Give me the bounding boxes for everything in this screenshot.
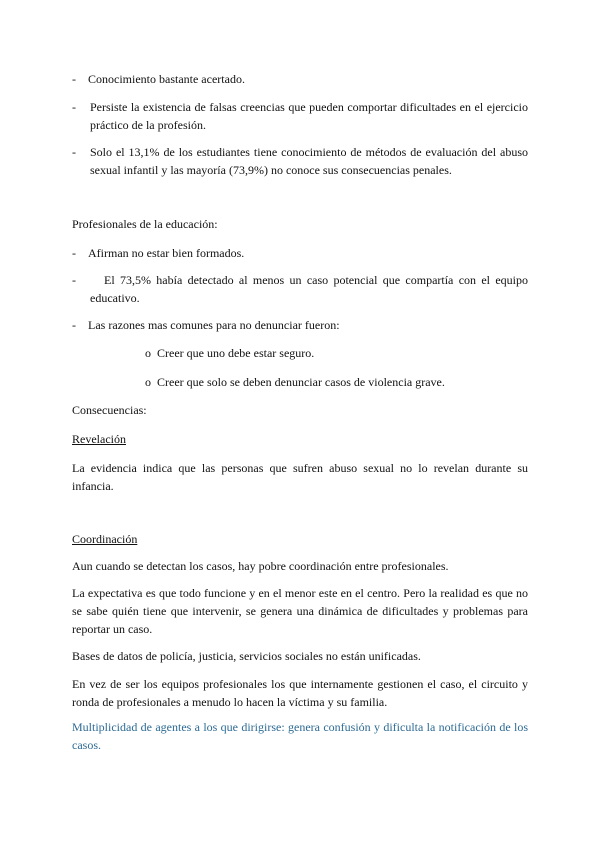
paragraph: Aun cuando se detectan los casos, hay pobre coordinación entre profesionales. [72, 559, 449, 573]
bullet-dash: - [72, 72, 76, 86]
paragraph: Bases de datos de policía, justicia, servicios sociales no están unificadas. [72, 649, 421, 663]
sub-list-item: Creer que solo se deben denunciar casos de violencia grave. [157, 375, 445, 389]
bullet-circle: o [145, 346, 151, 360]
subsection-title-revelation: Revelación [72, 432, 126, 446]
list-item: El 73,5% había detectado al menos un caso potencial que compartía con el equipo educativo. [90, 273, 528, 305]
list-item: Persiste la existencia de falsas creencias que pueden comportar dificultades en el ejercicio práctico de la profesión. [90, 100, 528, 132]
paragraph: En vez de ser los equipos profesionales los que internamente gestionen el caso, el circuito y ronda de profesionales a menudo lo hacen la víctima y su familia. [72, 677, 528, 709]
paragraph: La evidencia indica que las personas que sufren abuso sexual no lo revelan durante su infancia. [72, 461, 528, 493]
highlight-paragraph: Multiplicidad de agentes a los que dirigirse: genera confusión y dificulta la notificación de los casos. [72, 720, 528, 752]
bullet-circle: o [145, 375, 151, 389]
list-item: Conocimiento bastante acertado. [88, 72, 245, 86]
bullet-dash: - [72, 100, 76, 114]
list-item: Afirman no estar bien formados. [88, 246, 245, 260]
section-heading: Consecuencias: [72, 403, 147, 417]
paragraph: La expectativa es que todo funcione y en el menor este en el centro. Pero la realidad es que no se sabe quién tiene que intervenir, se genera una dinámica de dificultades y problemas para reportar un caso. [72, 586, 528, 636]
section-heading: Profesionales de la educación: [72, 217, 218, 231]
list-item: Solo el 13,1% de los estudiantes tiene conocimiento de métodos de evaluación del abuso sexual infantil y las mayoría (73,9%) no conoce sus consecuencias penales. [90, 145, 528, 177]
subsection-title-coordination: Coordinación [72, 532, 138, 546]
list-item: Las razones mas comunes para no denunciar fueron: [88, 318, 340, 332]
bullet-dash: - [72, 318, 76, 332]
sub-list-item: Creer que uno debe estar seguro. [157, 346, 315, 360]
bullet-dash: - [72, 145, 76, 159]
bullet-dash: - [72, 246, 76, 260]
bullet-dash: - [72, 273, 76, 287]
